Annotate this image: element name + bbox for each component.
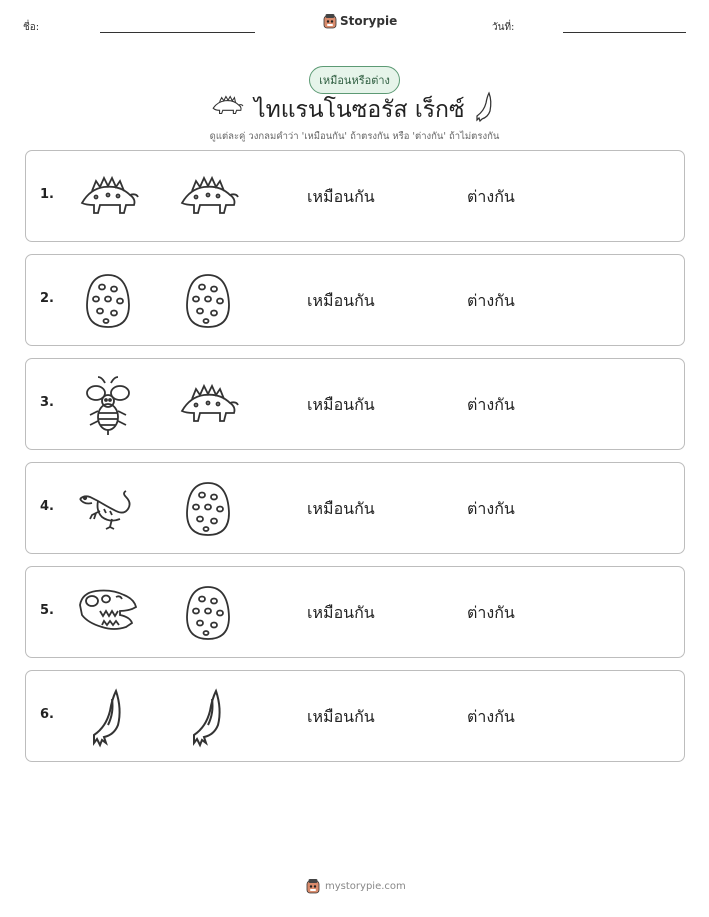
- dinosaur-egg-icon: [176, 269, 240, 333]
- question-number: 4.: [40, 499, 54, 514]
- footer-url[interactable]: mystorypie.com: [325, 880, 406, 892]
- answer-different[interactable]: ต่างกัน: [467, 707, 515, 726]
- question-number: 6.: [40, 707, 54, 722]
- stegosaurus-icon: [76, 165, 140, 229]
- question-row-1: [25, 150, 685, 242]
- question-row-4: [25, 462, 685, 554]
- answer-same[interactable]: เหมือนกัน: [307, 395, 375, 414]
- answer-same[interactable]: เหมือนกัน: [307, 603, 375, 622]
- question-number: 5.: [40, 603, 54, 618]
- answer-same[interactable]: เหมือนกัน: [307, 499, 375, 518]
- dinosaur-egg-icon: [176, 581, 240, 645]
- answer-different[interactable]: ต่างกัน: [467, 291, 515, 310]
- date-line[interactable]: [563, 32, 686, 33]
- dinosaur-egg-icon: [176, 477, 240, 541]
- brand-logo: [323, 13, 397, 29]
- answer-same[interactable]: เหมือนกัน: [307, 707, 375, 726]
- name-label: ชื่อ:: [23, 22, 40, 33]
- dinosaur-tooth-icon: [176, 685, 240, 749]
- answer-different[interactable]: ต่างกัน: [467, 187, 515, 206]
- dinosaur-tooth-icon: [474, 91, 496, 127]
- stegosaurus-icon: [176, 373, 240, 437]
- answer-different[interactable]: ต่างกัน: [467, 603, 515, 622]
- question-number: 3.: [40, 395, 54, 410]
- name-line[interactable]: [100, 32, 255, 33]
- answer-same[interactable]: เหมือนกัน: [307, 187, 375, 206]
- page-title: ไทแรนโนซอรัส เร็กซ์: [254, 97, 465, 123]
- storypie-mascot-icon: [306, 878, 320, 894]
- dinosaur-tooth-icon: [76, 685, 140, 749]
- date-label: วันที่:: [492, 22, 515, 33]
- brand-name: Storypie: [340, 14, 398, 28]
- question-row-6: [25, 670, 685, 762]
- lizard-icon: [76, 477, 140, 541]
- question-row-3: [25, 358, 685, 450]
- instructions: ดูแต่ละคู่ วงกลมคำว่า 'เหมือนกัน' ถ้าตรงกัน หรือ 'ต่างกัน' ถ้าไม่ตรงกัน: [209, 131, 500, 142]
- trex-skull-icon: [76, 581, 140, 645]
- question-row-2: [25, 254, 685, 346]
- question-number: 2.: [40, 291, 54, 306]
- storypie-mascot-icon: [323, 13, 337, 29]
- dinosaur-egg-icon: [76, 269, 140, 333]
- worksheet-type-badge: เหมือนหรือต่าง: [309, 66, 400, 94]
- footer: [306, 878, 406, 894]
- stegosaurus-icon: [210, 94, 244, 120]
- stegosaurus-icon: [176, 165, 240, 229]
- answer-different[interactable]: ต่างกัน: [467, 499, 515, 518]
- question-number: 1.: [40, 187, 54, 202]
- question-row-5: [25, 566, 685, 658]
- answer-different[interactable]: ต่างกัน: [467, 395, 515, 414]
- answer-same[interactable]: เหมือนกัน: [307, 291, 375, 310]
- bee-icon: [76, 373, 140, 437]
